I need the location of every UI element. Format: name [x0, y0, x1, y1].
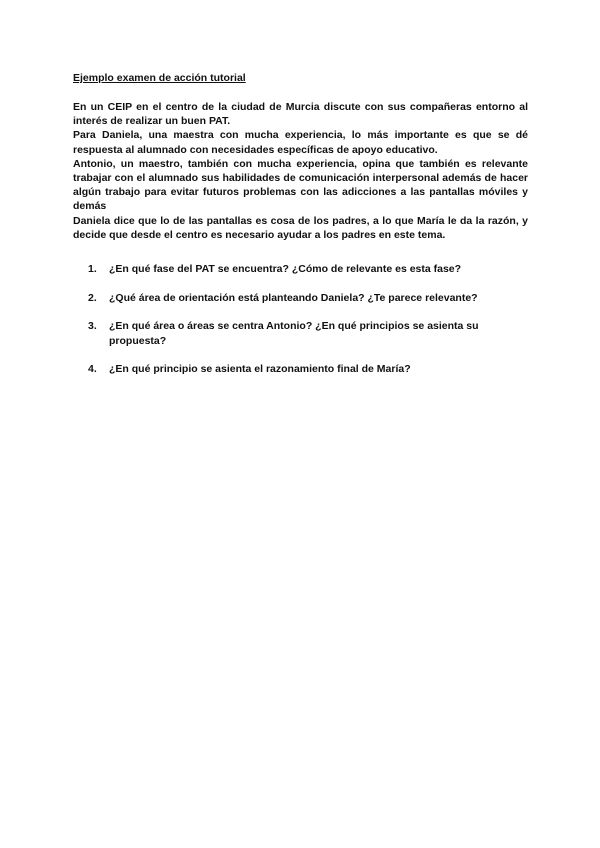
question-number: 1. [88, 263, 97, 275]
document-title: Ejemplo examen de acción tutorial [73, 72, 246, 84]
paragraph-maria: Daniela dice que lo de las pantallas es cosa de los padres, a lo que María le da la razón, y decide que desde el centro es necesario ayudar a los padres en este tema. [73, 214, 528, 241]
question-text: ¿En qué fase del PAT se encuentra? ¿Cómo de relevante es esta fase? [109, 263, 462, 275]
question-item [88, 262, 518, 276]
question-text: ¿Qué área de orientación está planteando Daniela? ¿Te parece relevante? [109, 291, 478, 304]
question-item [88, 291, 518, 305]
question-text: ¿En qué principio se asienta el razonamiento final de María? [109, 363, 411, 376]
question-item [88, 319, 518, 347]
question-number: 2. [88, 291, 97, 304]
paragraph-daniela: Para Daniela, una maestra con mucha experiencia, lo más importante es que se dé respuesta al alumnado con necesidades específicas de apoyo educativo. [73, 129, 528, 156]
document-body [73, 100, 528, 242]
question-item [88, 362, 518, 376]
question-number: 4. [88, 363, 97, 376]
question-list [88, 262, 518, 391]
paragraph-antonio: Antonio, un maestro, también con mucha experiencia, opina que también es relevante trabajar con el alumnado sus habilidades de comunicación interpersonal además de hacer algún trabajo para evitar futuros problemas con las adicciones a las pantallas móviles y demás [73, 157, 528, 213]
question-number: 3. [88, 320, 97, 333]
question-text: ¿En qué área o áreas se centra Antonio? ¿En qué principios se asienta su propuesta? [109, 320, 479, 347]
paragraph-intro: En un CEIP en el centro de la ciudad de Murcia discute con sus compañeras entorno al interés de realizar un buen PAT. [73, 101, 528, 128]
